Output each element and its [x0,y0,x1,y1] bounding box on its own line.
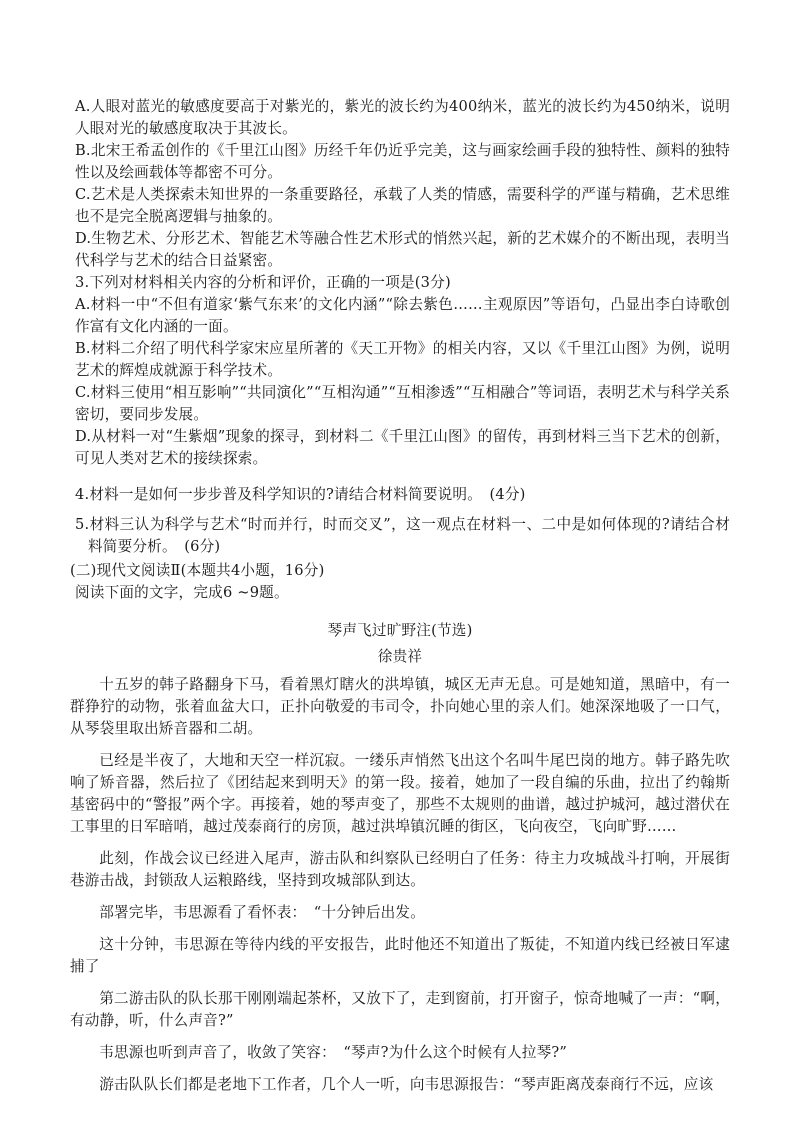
q3-option-a: A.材料一中“不但有道家‘紫气东来’的文化内涵”“除去紫色……主观原因”等语句，凸显出李白诗歌创作富有文化内涵的一面。 [75,296,730,335]
section-2-instruction: 阅读下面的文字，完成6 ~9题。 [75,584,289,601]
article-author: 徐贵祥 [377,648,423,665]
article-paragraph: 韦思源也听到声音了，收敛了笑容： “琴声?为什么这个时候有人拉琴?” [99,1044,568,1061]
q2-option-d: D.生物艺术、分形艺术、智能艺术等融合性艺术形式的悄然兴起，新的艺术媒介的不断出现，表明当代科学与艺术的结合日益紧密。 [75,230,730,269]
q3-option-b: B.材料二介绍了明代科学家宋应星所著的《天工开物》的相关内容，又以《千里江山图》为例，说明艺术的辉煌成就源于科学技术。 [75,340,730,379]
question-5: 5.材料三认为科学与艺术“时而并行，时而交叉”，这一观点在材料一、二中是如何体现的?请结合材料简要分析。 (6分) [75,516,730,555]
article-title: 琴声飞过旷野注(节选) [327,622,473,639]
q3-option-c: C.材料三使用“相互影响”“共同演化”“互相沟通”“互相渗透”“互相融合”等词语，表明艺术与科学关系密切，要同步发展。 [75,384,730,423]
q3-option-d: D.从材料一对“生紫烟”现象的探寻，到材料二《千里江山图》的留传，再到材料三当下艺术的创新，可见人类对艺术的接续探索。 [75,428,730,467]
document-page [70,96,730,1096]
question-4: 4.材料一是如何一步步普及科学知识的?请结合材料简要说明。 (4分) [75,486,526,503]
q3-stem: 3.下列对材料相关内容的分析和评价，正确的一项是(3分) [75,274,451,291]
article-paragraph: 游击队队长们都是老地下工作者，几个人一听，向韦思源报告：“琴声距离茂泰商行不远，应该 [99,1076,714,1093]
article-body [70,674,730,1096]
article-paragraph: 部署完毕，韦思源看了看怀表： “十分钟后出发。 [99,904,426,921]
q2-option-c: C.艺术是人类探索未知世界的一条重要路径，承载了人类的情感，需要科学的严谨与精确，艺术思维也不是完全脱离逻辑与抽象的。 [75,186,730,225]
q2-option-b: B.北宋王希孟创作的《千里江山图》历经千年仍近乎完美，这与画家绘画手段的独特性、颜料的独特性以及绘画载体等都密不可分。 [75,142,730,181]
article-paragraph: 这十分钟，韦思源在等待内线的平安报告，此时他还不知道出了叛徒，不知道内线已经被日军逮捕了 [70,936,730,975]
article-paragraph: 第二游击队的队长那干刚刚端起茶杯，又放下了，走到窗前，打开窗子，惊奇地喊了一声：“啊，有动静，听，什么声音?” [70,990,730,1029]
q2-option-a: A.人眼对蓝光的敏感度要高于对紫光的，紫光的波长约为400纳米，蓝光的波长约为450纳米，说明人眼对光的敏感度取决于其波长。 [75,98,730,137]
question-3 [70,272,730,470]
article-paragraph: 此刻，作战会议已经进入尾声，游击队和纠察队已经明白了任务：待主力攻城战斗打响，开展街巷游击战，封锁敌人运粮路线，坚持到攻城部队到达。 [70,850,730,889]
article-paragraph: 十五岁的韩子路翻身下马，看着黑灯瞎火的洪埠镇，城区无声无息。可是她知道，黑暗中，有一群狰狞的动物，张着血盆大口，正扑向敬爱的韦司令，扑向她心里的亲人们。她深深地吸了一口气，从琴袋里取出矫音器和二胡。 [70,676,730,737]
section-2-heading: (二)现代文阅读Ⅱ(本题共4小题，16分) [70,562,325,579]
q2-options [70,96,730,272]
article-paragraph: 已经是半夜了，大地和天空一样沉寂。一缕乐声悄然飞出这个名叫牛尾巴岗的地方。韩子路先吹响了矫音器，然后拉了《团结起来到明天》的第一段。接着，她加了一段自编的乐曲，拉出了约翰斯基密码中的“警报”两个字。再接着，她的琴声变了，那些不太规则的曲谱，越过护城河，越过潜伏在工事里的日军暗哨，越过茂泰商行的房顶，越过洪埠镇沉睡的街区，飞向夜空，飞向旷野…… [70,752,730,835]
